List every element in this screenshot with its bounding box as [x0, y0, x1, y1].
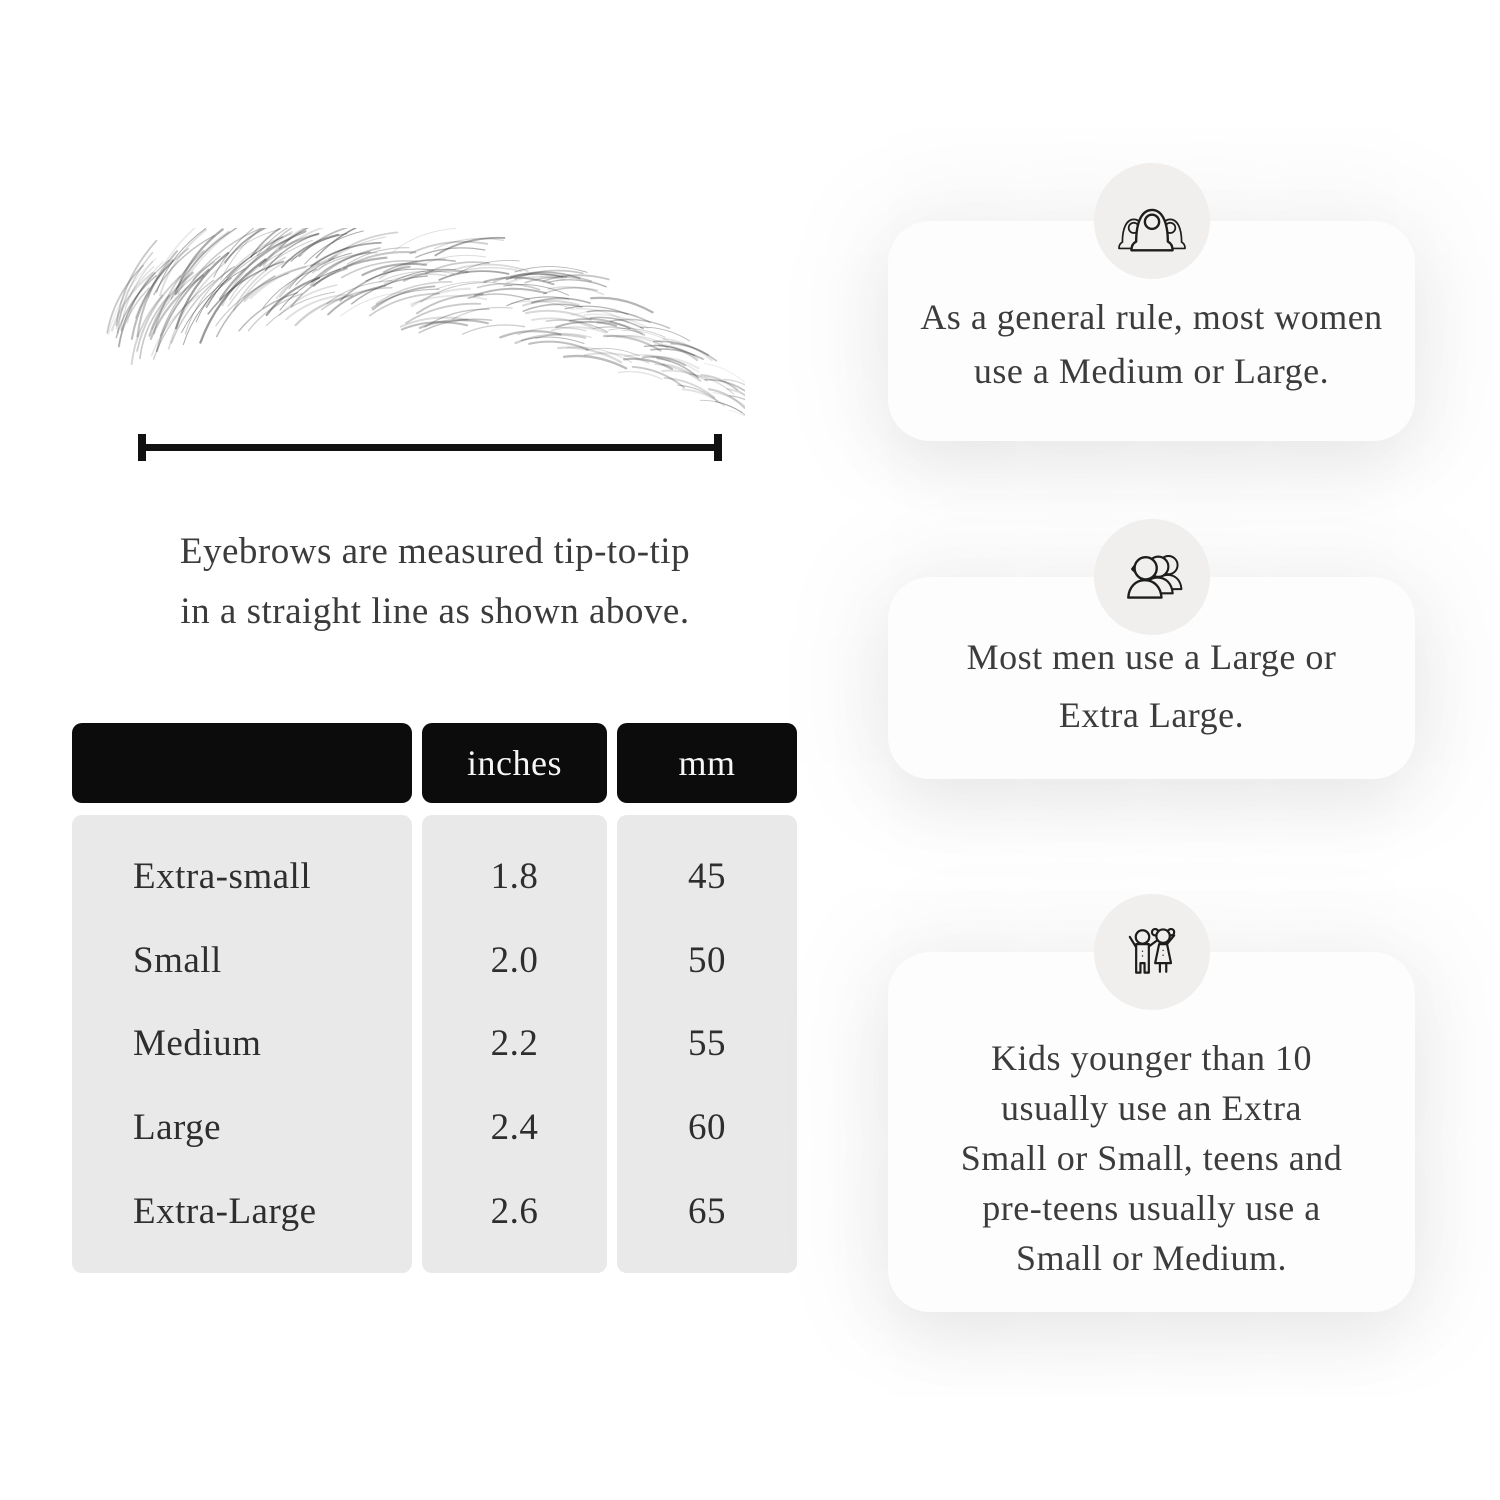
tip-text-line: Kids younger than 10 [991, 1038, 1312, 1078]
figure-caption [85, 522, 785, 642]
table-cell-mm: 60 [688, 1107, 726, 1149]
table-cell-inches: 2.4 [490, 1107, 539, 1149]
table-row-label: Medium [133, 1023, 262, 1065]
men-group-icon [1114, 539, 1190, 615]
tip-card-men [888, 577, 1415, 779]
table-row-label: Extra-Large [133, 1190, 317, 1232]
caption-line: Eyebrows are measured tip-to-tip [179, 531, 691, 572]
tip-text-line: As a general rule, most women [920, 297, 1383, 337]
size-table-header-mm: mm [617, 723, 797, 803]
table-cell-mm: 65 [688, 1190, 726, 1232]
tip-text-line: usually use an Extra [1001, 1088, 1302, 1128]
measurement-line [138, 444, 722, 451]
size-table-header-row [72, 723, 797, 803]
size-table-header-size [72, 723, 412, 803]
men-badge [1094, 519, 1210, 635]
tip-text-line: Most men use a Large or [966, 637, 1337, 677]
table-cell-inches: 2.2 [490, 1023, 539, 1065]
size-table-body [72, 815, 797, 1273]
tip-text-line: Extra Large. [1058, 695, 1245, 735]
table-cell-mm: 50 [688, 939, 726, 981]
size-table-header-inches: inches [422, 723, 607, 803]
table-cell-mm: 55 [688, 1023, 726, 1065]
inches-column [422, 815, 607, 1273]
table-row-label: Small [133, 939, 222, 981]
tip-text-line: Small or Medium. [1016, 1238, 1287, 1278]
table-row-label: Large [133, 1107, 222, 1149]
tip-card-women [888, 221, 1415, 441]
table-cell-inches: 2.6 [490, 1190, 539, 1232]
tip-text-line: pre-teens usually use a [982, 1188, 1321, 1228]
tip-card-kids [888, 952, 1415, 1312]
kids-badge [1094, 894, 1210, 1010]
women-badge [1094, 163, 1210, 279]
children-icon [1114, 914, 1190, 990]
women-group-icon [1114, 183, 1190, 259]
mm-column [617, 815, 797, 1273]
size-label-column [72, 815, 412, 1273]
size-table [72, 723, 797, 1273]
caption-line: in a straight line as shown above. [180, 591, 690, 632]
tip-text-line: use a Medium or Large. [973, 351, 1330, 391]
tip-text-line: Small or Small, teens and [960, 1138, 1343, 1178]
table-cell-mm: 45 [688, 856, 726, 898]
table-cell-inches: 2.0 [490, 939, 539, 981]
table-row-label: Extra-small [133, 856, 312, 898]
table-cell-inches: 1.8 [490, 856, 539, 898]
eyebrow-illustration [95, 228, 745, 428]
